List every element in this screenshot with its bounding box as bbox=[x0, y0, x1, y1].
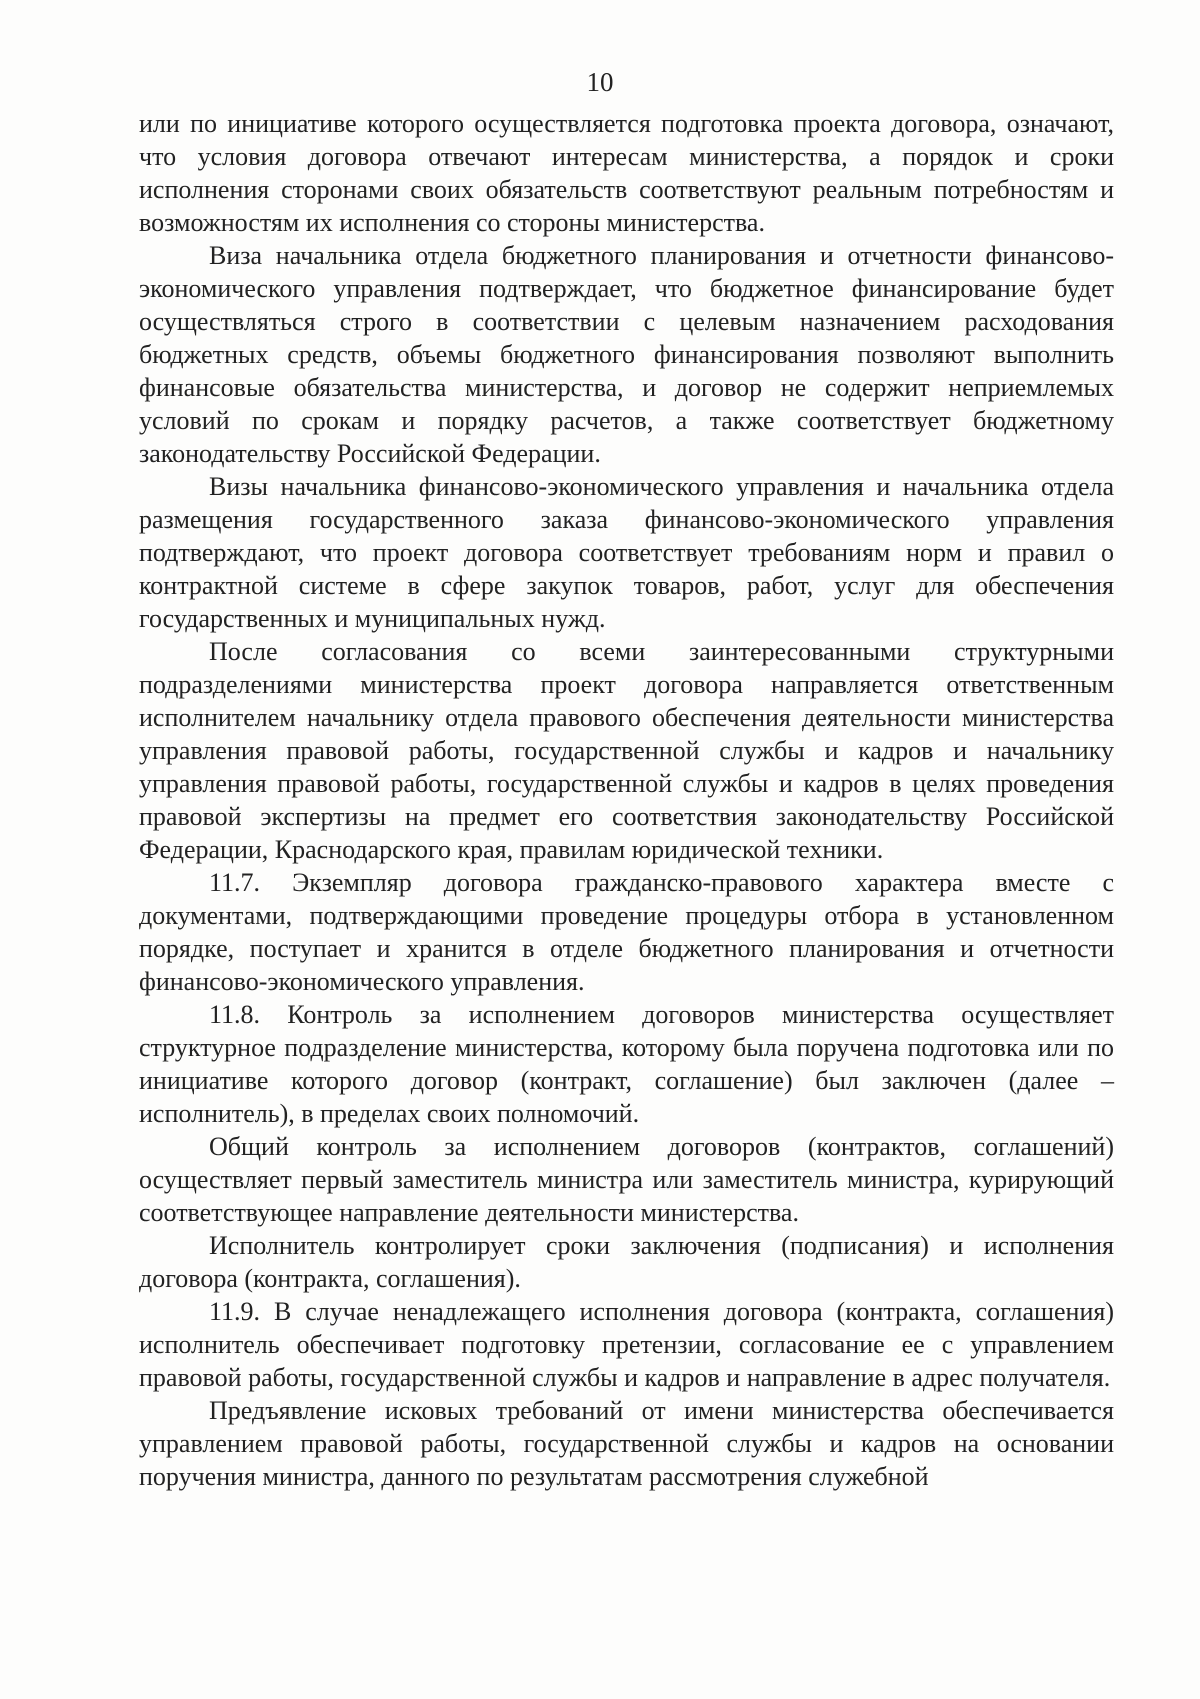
paragraph-11-9: 11.9. В случае ненадлежащего исполнения договора (контракта, соглашения) исполнитель обеспечивает подготовку претензии, согласование ее с управлением правовой работы, государственной службы и кадров и направление в адрес получателя. bbox=[139, 1297, 1114, 1392]
paragraph-finance-visas: Визы начальника финансово-экономического управления и начальника отдела размещения государственного заказа финансово-экономического управления подтверждают, что проект договора соответствует требованиям норм и правил о контрактной системе в сфере закупок товаров, работ, услуг для обеспечения государственных и муниципальных нужд. bbox=[139, 472, 1114, 633]
paragraph-claims: Предъявление исковых требований от имени министерства обеспечивается управлением правовой работы, государственной службы и кадров на основании поручения министра, данного по результатам рассмотрения служебной bbox=[139, 1396, 1114, 1491]
document-body bbox=[139, 107, 1114, 1493]
paragraph-11-7: 11.7. Экземпляр договора гражданско-правового характера вместе с документами, подтверждающими проведение процедуры отбора в установленном порядке, поступает и хранится в отделе бюджетного планирования и отчетности финансово-экономического управления. bbox=[139, 868, 1114, 996]
paragraph-general-control: Общий контроль за исполнением договоров (контрактов, соглашений) осуществляет первый заместитель министра или заместитель министра, курирующий соответствующее направление деятельности министерства. bbox=[139, 1132, 1114, 1227]
page-number: 10 bbox=[586, 67, 614, 97]
paragraph-budget-visa: Виза начальника отдела бюджетного планирования и отчетности финансово-экономического управления подтверждает, что бюджетное финансирование будет осуществляться строго в соответствии с целевым назначением расходования бюджетных средств, объемы бюджетного финансирования позволяют выполнить финансовые обязательства министерства, и договор не содержит неприемлемых условий по срокам и порядку расчетов, а также соответствует бюджетному законодательству Российской Федерации. bbox=[139, 241, 1114, 468]
paragraph-legal-review: После согласования со всеми заинтересованными структурными подразделениями министерства проект договора направляется ответственным исполнителем начальнику отдела правового обеспечения деятельности министерства управления правовой работы, государственной службы и кадров и начальнику управления правовой работы, государственной службы и кадров в целях проведения правовой экспертизы на предмет его соответствия законодательству Российской Федерации, Краснодарского края, правилам юридической техники. bbox=[139, 637, 1114, 864]
paragraph-executor-control: Исполнитель контролирует сроки заключения (подписания) и исполнения договора (контракта, соглашения). bbox=[139, 1231, 1114, 1293]
paragraph-continuation: или по инициативе которого осуществляется подготовка проекта договора, означают, что условия договора отвечают интересам министерства, а порядок и сроки исполнения сторонами своих обязательств соответствуют реальным потребностям и возможностям их исполнения со стороны министерства. bbox=[139, 109, 1114, 237]
paragraph-11-8: 11.8. Контроль за исполнением договоров министерства осуществляет структурное подразделение министерства, которому была поручена подготовка или по инициативе которого договор (контракт, соглашение) был заключен (далее – исполнитель), в пределах своих полномочий. bbox=[139, 1000, 1114, 1128]
